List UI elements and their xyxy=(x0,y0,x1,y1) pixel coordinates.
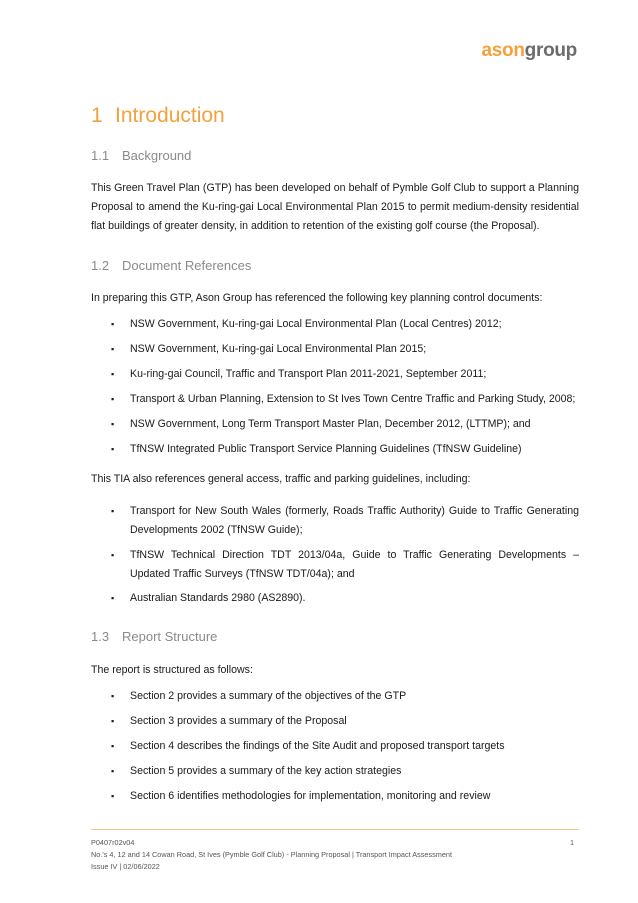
list-item: ▪ Australian Standards 2980 (AS2890). xyxy=(91,589,306,608)
list-item: ▪ Section 4 describes the findings of the Site Audit and proposed transport targets xyxy=(91,737,505,756)
section-number: 1 xyxy=(91,104,103,127)
list-item: ▪ TfNSW Integrated Public Transport Service Planning Guidelines (TfNSW Guideline) xyxy=(91,440,522,459)
list-item: ▪ Section 3 provides a summary of the Proposal xyxy=(91,712,347,731)
background-paragraph: This Green Travel Plan (GTP) has been developed on behalf of Pymble Golf Club to support a Planning Proposal to amend the Ku-ring-gai Local Environmental Plan 2015 to permit medium-density residential flat buildings of greater density, in addition to retention of the existing golf course (the Proposal). xyxy=(91,182,579,232)
list-item: ▪ TfNSW Technical Direction TDT 2013/04a, Guide to Traffic Generating Developments – Updated Traffic Surveys (TfNSW TDT/04a); and xyxy=(91,546,579,584)
references-heading xyxy=(91,258,251,273)
footer-issue: Issue IV | 02/06/2022 xyxy=(91,862,160,871)
logo-group: group xyxy=(524,40,577,61)
section-heading xyxy=(91,104,225,128)
references-intro: In preparing this GTP, Ason Group has referenced the following key planning control documents: xyxy=(91,292,543,304)
list-item: ▪ Transport & Urban Planning, Extension to St Ives Town Centre Traffic and Parking Study, 2008; xyxy=(91,390,575,409)
company-logo xyxy=(482,40,577,62)
references-title: Document References xyxy=(122,258,252,273)
structure-heading xyxy=(91,629,217,644)
background-title: Background xyxy=(122,148,192,163)
logo-ason: ason xyxy=(481,40,525,61)
list-item: ▪ NSW Government, Long Term Transport Master Plan, December 2012, (LTTMP); and xyxy=(91,415,531,434)
list-item: ▪ Transport for New South Wales (formerly, Roads Traffic Authority) Guide to Traffic Generating Developments 2002 (TfNSW Guide); xyxy=(91,502,579,540)
structure-number: 1.3 xyxy=(91,629,110,644)
section-title: Introduction xyxy=(115,104,225,127)
list-item: ▪ Section 6 identifies methodologies for implementation, monitoring and review xyxy=(91,787,490,806)
footer-reference: P0407r02v04 xyxy=(91,838,135,847)
list-item: ▪ Section 5 provides a summary of the key action strategies xyxy=(91,762,401,781)
page-number: 1 xyxy=(569,838,574,847)
background-heading xyxy=(91,148,191,163)
background-number: 1.1 xyxy=(91,148,110,163)
list-item: ▪ Section 2 provides a summary of the objectives of the GTP xyxy=(91,687,406,706)
list-item: ▪ Ku-ring-gai Council, Traffic and Transport Plan 2011-2021, September 2011; xyxy=(91,365,486,384)
footer-divider xyxy=(91,829,579,830)
references-number: 1.2 xyxy=(91,258,110,273)
guidelines-intro: This TIA also references general access, traffic and parking guidelines, including: xyxy=(91,473,471,485)
list-item: ▪ NSW Government, Ku-ring-gai Local Environmental Plan (Local Centres) 2012; xyxy=(91,315,502,334)
structure-title: Report Structure xyxy=(122,629,218,644)
structure-intro: The report is structured as follows: xyxy=(91,664,253,676)
list-item: ▪ NSW Government, Ku-ring-gai Local Environmental Plan 2015; xyxy=(91,340,426,359)
footer-project: No.'s 4, 12 and 14 Cowan Road, St Ives (Pymble Golf Club) - Planning Proposal | Transport Impact Assessment xyxy=(91,850,453,859)
